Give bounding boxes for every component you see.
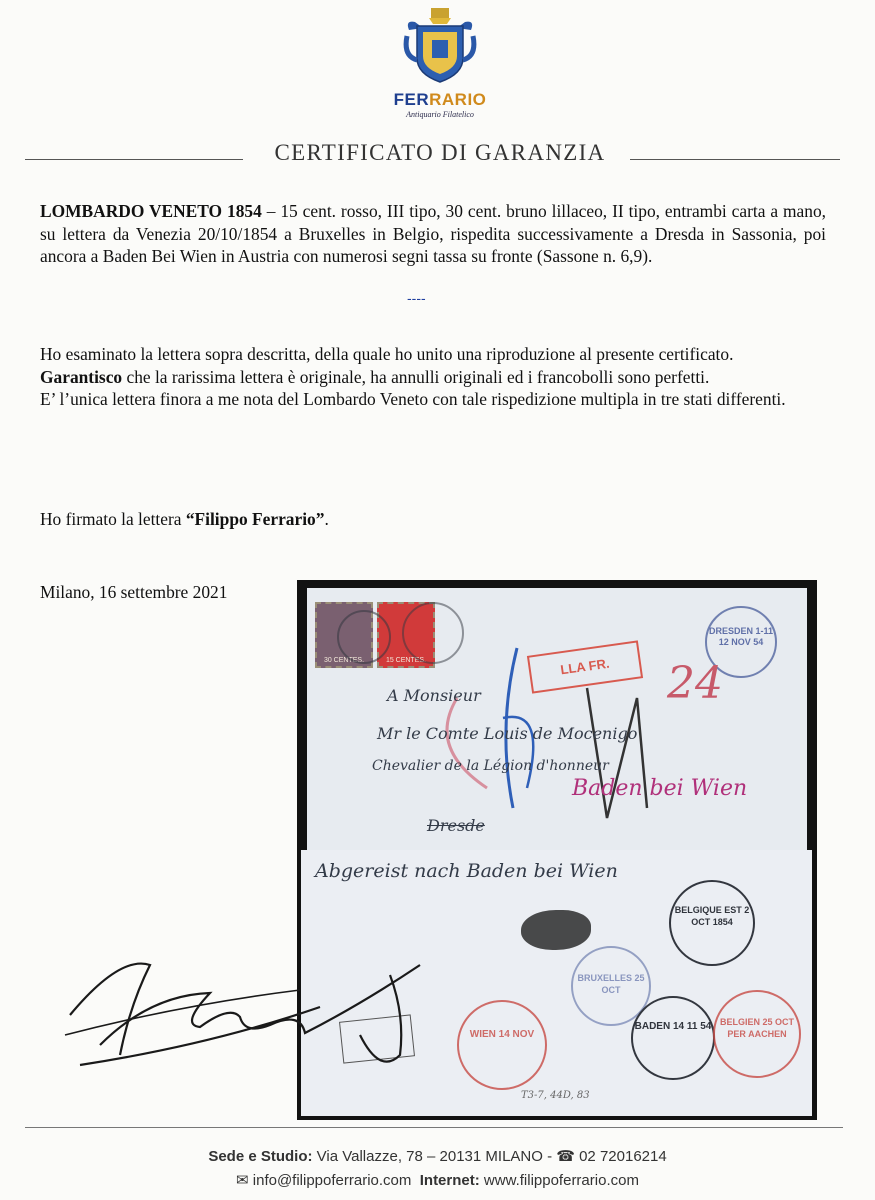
postmark-belgien-aachen: BELGIEN 25 OCT PER AACHEN (713, 990, 801, 1078)
footer-website[interactable]: www.filippoferrario.com (479, 1172, 639, 1189)
postmark-wien: WIEN 14 NOV (457, 1000, 547, 1090)
title-row (25, 140, 845, 170)
place-and-date: Milano, 16 settembre 2021 (40, 582, 228, 602)
postmark-baden: BADEN 14 11 54 (631, 996, 715, 1080)
postmark-dresden: DRESDEN 1-11 12 NOV 54 (705, 606, 777, 678)
title-divider-right (630, 159, 840, 160)
handwritten-tax-strokes (307, 588, 807, 850)
wax-seal (521, 910, 591, 950)
red-boxed-handstamp: LLA FR. (527, 640, 643, 693)
postmark-belgique-est: BELGIQUE EST 2 OCT 1854 (669, 880, 755, 966)
address-line-5: Dresde (427, 816, 485, 835)
item-heading: LOMBARDO VENETO 1854 (40, 201, 262, 221)
footer-email[interactable]: ✉ info@filippoferrario.com (236, 1172, 412, 1189)
footer-address: Sede e Studio: Via Vallazze, 78 – 20131 MILANO - ☎ 02 72016214 (208, 1148, 667, 1165)
signature (60, 945, 455, 1080)
address-line-3: Chevalier de la Légion d'honneur (372, 758, 609, 774)
footer-contact: ✉ info@filippoferrario.com Internet: www.filippoferrario.com (236, 1172, 639, 1189)
statement-examined: Ho esaminato la lettera sopra descritta, della quale ho unito una riproduzione al presente certificato. (40, 344, 734, 364)
tax-mark: 24 (667, 658, 723, 709)
postmark-bruxelles: BRUXELLES 25 OCT (571, 946, 651, 1026)
address-line-2: Mr le Comte Louis de Mocenigo (377, 724, 638, 743)
brand-tagline: Antiquario Filatelico (406, 110, 474, 119)
title-divider-left (25, 159, 243, 160)
certificate-title: CERTIFICATO DI GARANZIA (274, 140, 606, 165)
pencil-catalogue-note: T3-7, 44D, 83 (521, 1090, 590, 1101)
item-details: – 15 cent. rosso, III tipo, 30 cent. bruno lillaceo, II tipo, entrambi carta a mano, su lettera da Venezia 20/10/1854 a Bruxelles in Belgio, rispedita successivamente a Dresda in Sassonia, poi ancora a Baden Bei Wien in Austria con numerosi segni tassa su fronte (Sassone n. 6,9). (40, 201, 826, 267)
item-description (40, 200, 826, 268)
expert-statement (40, 343, 826, 411)
brand-name: FERRARIO (393, 90, 487, 109)
signed-statement: Ho firmato la lettera “Filippo Ferrario”. (40, 509, 329, 529)
cover-front (307, 588, 807, 850)
stamp-30-cent: 30 CENTES. (315, 602, 373, 668)
address-line-1: A Monsieur (387, 686, 481, 705)
company-logo (385, 6, 495, 124)
statement-guarantee: Garantisco che la rarissima lettera è originale, ha annulli originali ed i francobolli sono perfetti. (40, 366, 710, 387)
separator: ---- (407, 290, 426, 306)
coat-of-arms-icon (403, 6, 477, 88)
footer-divider (25, 1127, 843, 1128)
statement-unique: E’ l’unica lettera finora a me nota del Lombardo Veneto con tale rispedizione multipla in tre stati differenti. (40, 389, 786, 410)
address-redirect: Baden bei Wien (572, 776, 748, 801)
stamp-15-cent: 15 CENTES. (377, 602, 435, 668)
back-redirect-note: Abgereist nach Baden bei Wien (315, 860, 618, 882)
